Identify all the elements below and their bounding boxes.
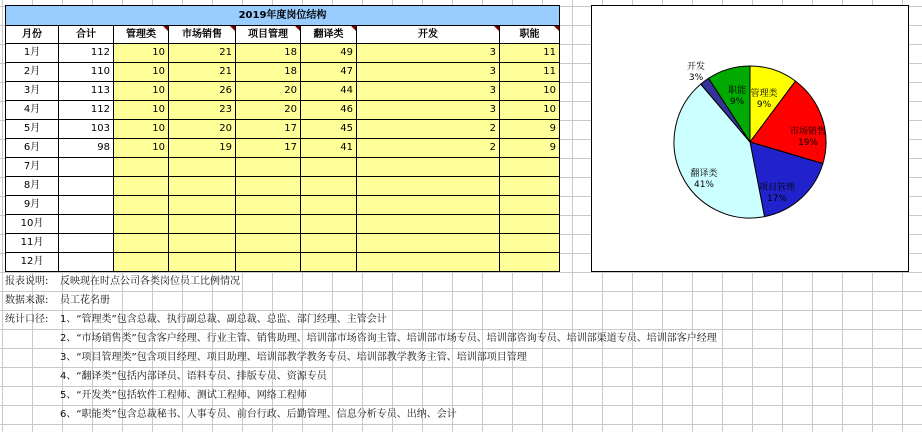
sales-cell[interactable] [169,215,236,234]
translation-cell[interactable]: 41 [301,139,357,158]
sales-cell[interactable]: 26 [169,82,236,101]
month-cell[interactable]: 11月 [5,234,59,253]
total-cell[interactable]: 110 [59,63,114,82]
sales-cell[interactable]: 21 [169,44,236,63]
project-cell[interactable]: 20 [236,82,301,101]
month-cell[interactable]: 3月 [5,82,59,101]
pie-label-dev: 开发 3% [686,62,706,83]
translation-cell[interactable] [301,215,357,234]
project-cell[interactable]: 18 [236,63,301,82]
management-cell[interactable]: 10 [114,101,169,120]
criteria-item[interactable]: 2、“市场销售类”包含客户经理、行业主管、销售助理、培训部市场咨询主管、培训部市场专员、培训部咨询专员、培训部渠道专员、培训部客户经理 [60,333,717,344]
management-cell[interactable] [114,177,169,196]
admin-cell[interactable] [500,158,560,177]
pie-label-sales: 市场销售 19% [789,127,827,148]
header-translation[interactable]: 翻译类 [301,25,357,44]
management-cell[interactable]: 10 [114,63,169,82]
translation-cell[interactable] [301,234,357,253]
admin-cell[interactable] [500,196,560,215]
sales-cell[interactable] [169,234,236,253]
table-title[interactable]: 2019年度岗位结构 [5,5,560,26]
dev-cell[interactable]: 3 [357,82,500,101]
admin-cell[interactable]: 11 [500,63,560,82]
month-cell[interactable]: 7月 [5,158,59,177]
dev-cell[interactable] [357,158,500,177]
report-text[interactable]: 反映现在时点公司各类岗位员工比例情况 [60,276,240,287]
total-cell[interactable]: 112 [59,101,114,120]
dev-cell[interactable]: 2 [357,139,500,158]
sales-cell[interactable]: 19 [169,139,236,158]
pie-label-translation: 翻译类 41% [690,169,718,190]
dev-cell[interactable]: 2 [357,120,500,139]
admin-cell[interactable]: 11 [500,44,560,63]
total-cell[interactable]: 103 [59,120,114,139]
pie-chart[interactable] [591,5,909,272]
month-cell[interactable]: 10月 [5,215,59,234]
pie-label-admin: 职能 9% [727,86,747,107]
translation-cell[interactable]: 49 [301,44,357,63]
pie-label-project: 项目管理 17% [758,183,796,204]
project-cell[interactable] [236,234,301,253]
management-cell[interactable] [114,253,169,272]
criteria-item[interactable]: 3、“项目管理类”包含项目经理、项目助理、培训部教学教务专员、培训部教学教务主管、培训部项目管理 [60,352,527,363]
source-text[interactable]: 员工花名册 [60,295,110,306]
header-month[interactable]: 月份 [5,25,59,44]
header-total[interactable]: 合计 [59,25,114,44]
translation-cell[interactable]: 45 [301,120,357,139]
header-project[interactable]: 项目管理 [236,25,301,44]
admin-cell[interactable]: 10 [500,101,560,120]
management-cell[interactable] [114,234,169,253]
translation-cell[interactable]: 44 [301,82,357,101]
sales-cell[interactable] [169,177,236,196]
translation-cell[interactable]: 46 [301,101,357,120]
admin-cell[interactable] [500,177,560,196]
source-label[interactable]: 数据来源: [5,295,49,306]
dev-cell[interactable] [357,177,500,196]
criteria-label[interactable]: 统计口径: [5,314,49,325]
dev-cell[interactable] [357,253,500,272]
month-cell[interactable]: 9月 [5,196,59,215]
total-cell[interactable] [59,196,114,215]
project-cell[interactable]: 17 [236,139,301,158]
month-cell[interactable]: 4月 [5,101,59,120]
sales-cell[interactable] [169,253,236,272]
management-cell[interactable]: 10 [114,44,169,63]
project-cell[interactable]: 20 [236,101,301,120]
header-dev[interactable]: 开发 [357,25,500,44]
management-cell[interactable] [114,215,169,234]
criteria-item[interactable]: 6、“职能类”包含总裁秘书、人事专员、前台行政、后勤管理、信息分析专员、出纳、会计 [60,409,457,420]
project-cell[interactable]: 18 [236,44,301,63]
admin-cell[interactable]: 9 [500,120,560,139]
criteria-item[interactable]: 1、“管理类”包含总裁、执行副总裁、副总裁、总监、部门经理、主管会计 [60,314,387,325]
translation-cell[interactable]: 47 [301,63,357,82]
header-management[interactable]: 管理类 [114,25,169,44]
management-cell[interactable]: 10 [114,139,169,158]
project-cell[interactable] [236,177,301,196]
month-cell[interactable]: 8月 [5,177,59,196]
translation-cell[interactable] [301,158,357,177]
month-cell[interactable]: 2月 [5,63,59,82]
project-cell[interactable] [236,158,301,177]
project-cell[interactable] [236,253,301,272]
month-cell[interactable]: 1月 [5,44,59,63]
header-admin[interactable]: 职能 [500,25,560,44]
management-cell[interactable] [114,196,169,215]
project-cell[interactable] [236,196,301,215]
sales-cell[interactable] [169,158,236,177]
admin-cell[interactable]: 9 [500,139,560,158]
dev-cell[interactable]: 3 [357,63,500,82]
month-cell[interactable]: 12月 [5,253,59,272]
total-cell[interactable] [59,215,114,234]
total-cell[interactable] [59,158,114,177]
dev-cell[interactable]: 3 [357,101,500,120]
sales-cell[interactable]: 23 [169,101,236,120]
month-cell[interactable]: 5月 [5,120,59,139]
dev-cell[interactable] [357,234,500,253]
total-cell[interactable] [59,177,114,196]
management-cell[interactable]: 10 [114,82,169,101]
translation-cell[interactable] [301,177,357,196]
admin-cell[interactable] [500,234,560,253]
translation-cell[interactable] [301,253,357,272]
project-cell[interactable]: 17 [236,120,301,139]
sales-cell[interactable] [169,196,236,215]
criteria-item[interactable]: 5、“开发类”包括软件工程师、测试工程师、网络工程师 [60,390,307,401]
total-cell[interactable] [59,234,114,253]
admin-cell[interactable] [500,215,560,234]
total-cell[interactable] [59,253,114,272]
sales-cell[interactable]: 20 [169,120,236,139]
management-cell[interactable]: 10 [114,120,169,139]
pie-chart-svg [592,6,908,271]
total-cell[interactable]: 98 [59,139,114,158]
project-cell[interactable] [236,215,301,234]
total-cell[interactable]: 113 [59,82,114,101]
sales-cell[interactable]: 21 [169,63,236,82]
criteria-item[interactable]: 4、“翻译类”包括内部译员、语料专员、排版专员、资源专员 [60,371,327,382]
dev-cell[interactable] [357,215,500,234]
dev-cell[interactable]: 3 [357,44,500,63]
admin-cell[interactable]: 10 [500,82,560,101]
management-cell[interactable] [114,158,169,177]
header-sales[interactable]: 市场销售 [169,25,236,44]
pie-label-management: 管理类 9% [750,89,778,110]
admin-cell[interactable] [500,253,560,272]
dev-cell[interactable] [357,196,500,215]
translation-cell[interactable] [301,196,357,215]
month-cell[interactable]: 6月 [5,139,59,158]
total-cell[interactable]: 112 [59,44,114,63]
report-label[interactable]: 报表说明: [5,276,49,287]
